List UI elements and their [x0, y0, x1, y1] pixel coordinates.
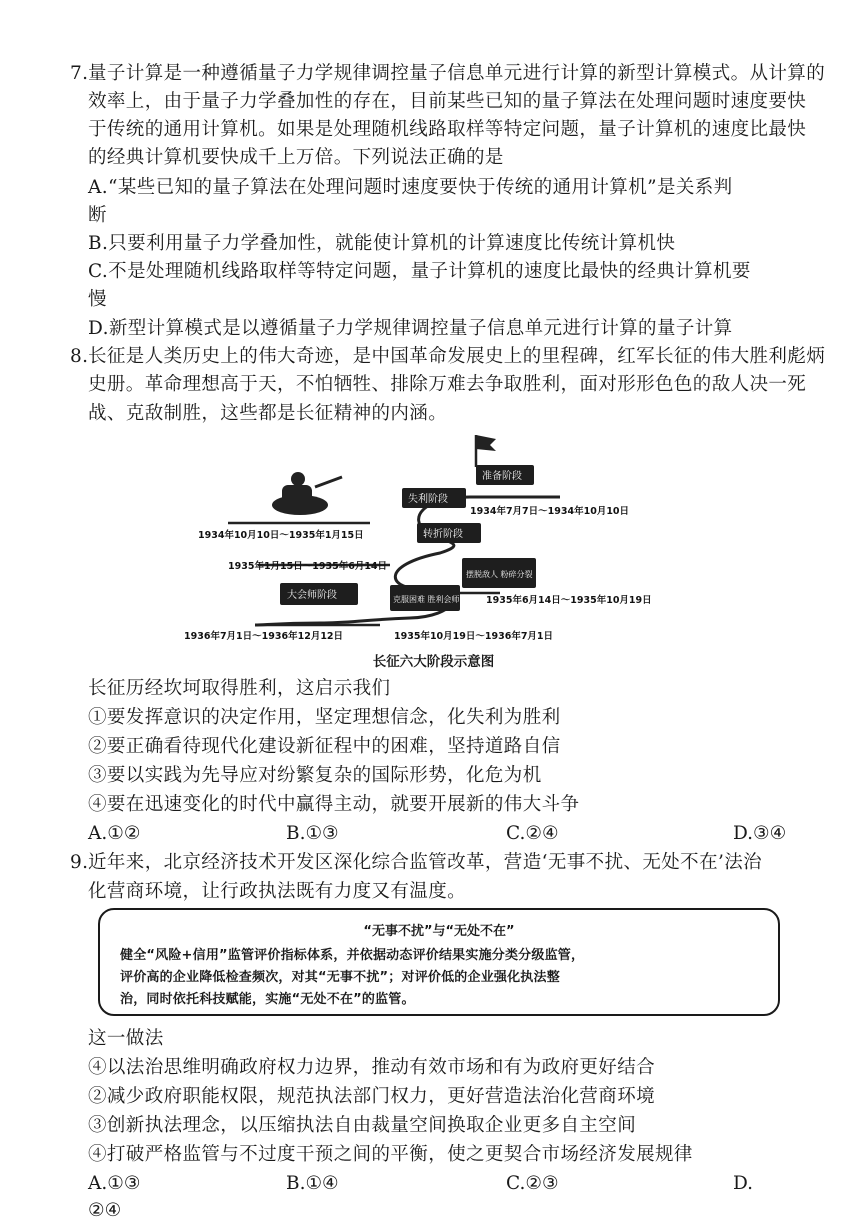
q9-statement-3: ③创新执法理念，以压缩执法自由裁量空间换取企业更多自主空间	[88, 1115, 637, 1136]
q8-statement-4: ④要在迅速变化的时代中赢得主动，就要开展新的伟大斗争	[88, 794, 580, 815]
q8-stem-line-3: 战、克敌制胜，这些都是长征精神的内涵。	[88, 403, 448, 424]
q7-stem-line-3: 于传统的通用计算机。如果是处理随机线路取样等特定问题，量子计算机的速度比最快	[88, 119, 807, 140]
date-stage-1: 1934年7月7日～1934年10月10日	[470, 506, 630, 517]
q9-choice-d: D.	[733, 1173, 754, 1194]
flag-icon	[476, 435, 496, 467]
stage-label-defeat: 失利阶段	[408, 494, 448, 505]
q9-number: 9.	[70, 852, 89, 873]
q7-number: 7.	[70, 63, 89, 84]
q7-option-a: A.“某些已知的量子算法在处理问题时速度要快于传统的通用计算机”是关系判	[88, 177, 733, 198]
q9-stem-line-1: 近年来，北京经济技术开发区深化综合监管改革，营造‘无事不扰、无处不在’法治	[88, 852, 763, 873]
stage-label-turning: 转折阶段	[423, 529, 463, 540]
q9-choice-b: B.①④	[286, 1173, 339, 1194]
q8-choice-c: C.②④	[506, 823, 559, 844]
q9-choice-d-wrap: ②④	[88, 1200, 122, 1221]
date-stage-4: 1935年6月14日～1935年10月19日	[486, 595, 652, 606]
stage-label-escape: 摆脱敌人 粉碎分裂	[466, 570, 533, 579]
stage-label-reunion: 大会师阶段	[287, 590, 337, 601]
q8-stem-line-1: 长征是人类历史上的伟大奇迹，是中国革命发展史上的里程碑，红军长征的伟大胜利彪炳	[88, 346, 826, 367]
material-box	[98, 908, 780, 1016]
soldier-silhouette-icon	[272, 472, 342, 515]
q8-choice-a: A.①②	[88, 823, 141, 844]
date-stage-3: 1935年1月15日～1935年6月14日	[228, 561, 388, 572]
long-march-diagram	[170, 425, 690, 650]
diagram-caption: 长征六大阶段示意图	[372, 654, 495, 670]
material-box-line-3: 治，同时依托科技赋能，实施“无处不在”的监管。	[120, 992, 415, 1007]
q7-stem-line-4: 的经典计算机要快成千上万倍。下列说法正确的是	[88, 147, 504, 168]
stage-box-turning	[417, 523, 481, 543]
q8-number: 8.	[70, 346, 89, 367]
q9-choice-a: A.①③	[88, 1173, 141, 1194]
q7-option-c-wrap: 慢	[88, 289, 107, 310]
q8-statement-3: ③要以实践为先导应对纷繁复杂的国际形势，化危为机	[88, 765, 542, 786]
stage-box-escape	[462, 558, 536, 588]
stage-label-overcome: 克服困难 胜利会师	[393, 595, 460, 604]
q9-statement-4: ④打破严格监管与不过度干预之间的平衡，使之更契合市场经济发展规律	[88, 1144, 693, 1165]
q8-statement-2: ②要正确看待现代化建设新征程中的困难，坚持道路自信	[88, 736, 561, 757]
material-box-line-2: 评价高的企业降低检查频次，对其“无事不扰”；对评价低的企业强化执法整	[120, 970, 560, 985]
q8-stem-line-2: 史册。革命理想高于天，不怕牺牲、排除万难去争取胜利，面对形形色色的敌人决一死	[88, 374, 807, 395]
q9-stem-line-2: 化营商环境，让行政执法既有力度又有温度。	[88, 881, 467, 902]
q9-choice-c: C.②③	[506, 1173, 559, 1194]
q7-option-a-wrap: 断	[88, 205, 107, 226]
q7-stem-line-1: 量子计算是一种遵循量子力学规律调控量子信息单元进行计算的新型计算模式。从计算的	[88, 63, 826, 84]
q7-option-b: B.只要利用量子力学叠加性，就能使计算机的计算速度比传统计算机快	[88, 233, 676, 254]
date-stage-2: 1934年10月10日～1935年1月15日	[198, 530, 364, 541]
stage-label-preparation: 准备阶段	[482, 471, 522, 482]
stage-box-overcome	[390, 585, 460, 611]
date-stage-5: 1935年10月19日～1936年7月1日	[394, 631, 554, 642]
q8-prompt: 长征历经坎坷取得胜利，这启示我们	[88, 678, 391, 699]
q9-prompt: 这一做法	[88, 1028, 164, 1049]
stage-box-preparation	[476, 465, 534, 485]
q9-statement-1: ④以法治思维明确政府权力边界，推动有效市场和有为政府更好结合	[88, 1057, 656, 1078]
q8-choice-d: D.③④	[733, 823, 787, 844]
stage-box-defeat	[402, 488, 466, 508]
material-box-title: “无事不扰”与“无处不在”	[363, 924, 515, 939]
material-box-line-1: 健全“风险+信用”监管评价指标体系，并依据动态评价结果实施分类分级监管，	[120, 948, 585, 963]
stage-box-reunion	[280, 583, 358, 605]
q8-choice-b: B.①③	[286, 823, 339, 844]
q9-statement-2: ②减少政府职能权限，规范执法部门权力，更好营造法治化营商环境	[88, 1086, 656, 1107]
date-stage-6: 1936年7月1日～1936年12月12日	[184, 631, 344, 642]
q7-stem-line-2: 效率上，由于量子力学叠加性的存在，目前某些已知的量子算法在处理问题时速度要快	[88, 91, 807, 112]
q8-statement-1: ①要发挥意识的决定作用，坚定理想信念，化失利为胜利	[88, 707, 561, 728]
q7-option-d: D.新型计算模式是以遵循量子力学规律调控量子信息单元进行计算的量子计算	[88, 318, 733, 339]
q7-option-c: C.不是处理随机线路取样等特定问题，量子计算机的速度比最快的经典计算机要	[88, 261, 751, 282]
